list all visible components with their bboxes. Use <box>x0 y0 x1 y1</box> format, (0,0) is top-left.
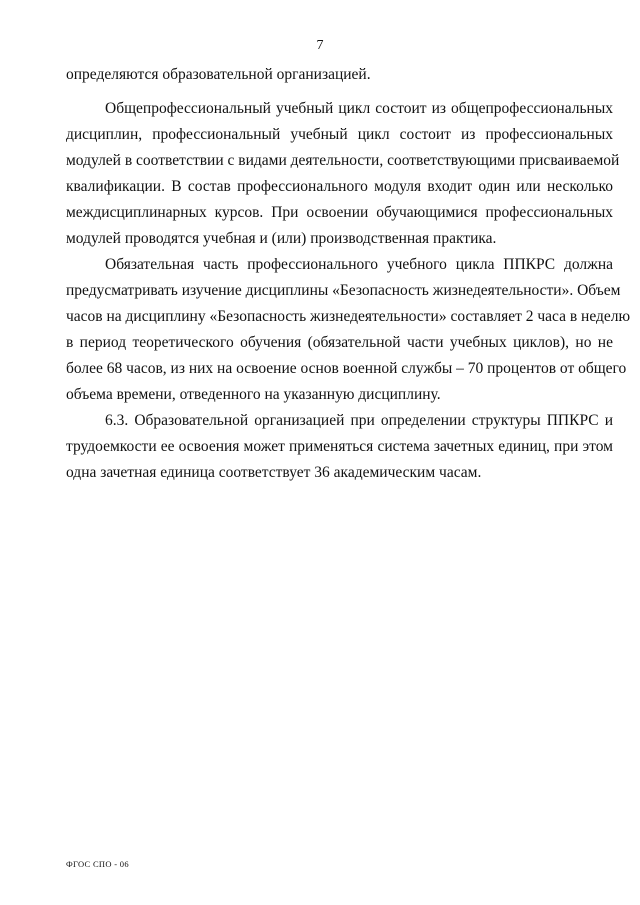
text-line: модулей в соответствии с видами деятельности, соответствующими присваиваемой <box>66 152 620 169</box>
text-line: одна зачетная единица соответствует 36 академическим часам. <box>66 464 482 481</box>
text-line: квалификации. В состав профессионального модуля входит один или несколько <box>66 178 613 195</box>
text-line: часов на дисциплину «Безопасность жизнедеятельности» составляет 2 часа в неделю <box>66 308 631 325</box>
document-footer: ФГОС СПО - 06 <box>66 859 129 869</box>
text-line: модулей проводятся учебная и (или) производственная практика. <box>66 230 497 247</box>
text-line: междисциплинарных курсов. При освоении обучающимися профессиональных <box>66 204 613 221</box>
text-line: объема времени, отведенного на указанную дисциплину. <box>66 386 441 403</box>
text-line: в период теоретического обучения (обязательной части учебных циклов), но не <box>66 334 613 351</box>
text-line: Общепрофессиональный учебный цикл состоит из общепрофессиональных <box>105 100 613 117</box>
text-line: Обязательная часть профессионального учебного цикла ППКРС должна <box>105 256 613 273</box>
text-line: определяются образовательной организацией. <box>66 66 371 83</box>
text-line: дисциплин, профессиональный учебный цикл состоит из профессиональных <box>66 126 613 143</box>
text-line: трудоемкости ее освоения может применяться система зачетных единиц, при этом <box>66 438 613 455</box>
text-line: более 68 часов, из них на освоение основ военной службы – 70 процентов от общего <box>66 360 627 377</box>
text-line: предусматривать изучение дисциплины «Безопасность жизнедеятельности». Объем <box>66 282 621 299</box>
page-number: 7 <box>316 38 324 53</box>
text-line: 6.3. Образовательной организацией при определении структуры ППКРС и <box>105 412 613 429</box>
